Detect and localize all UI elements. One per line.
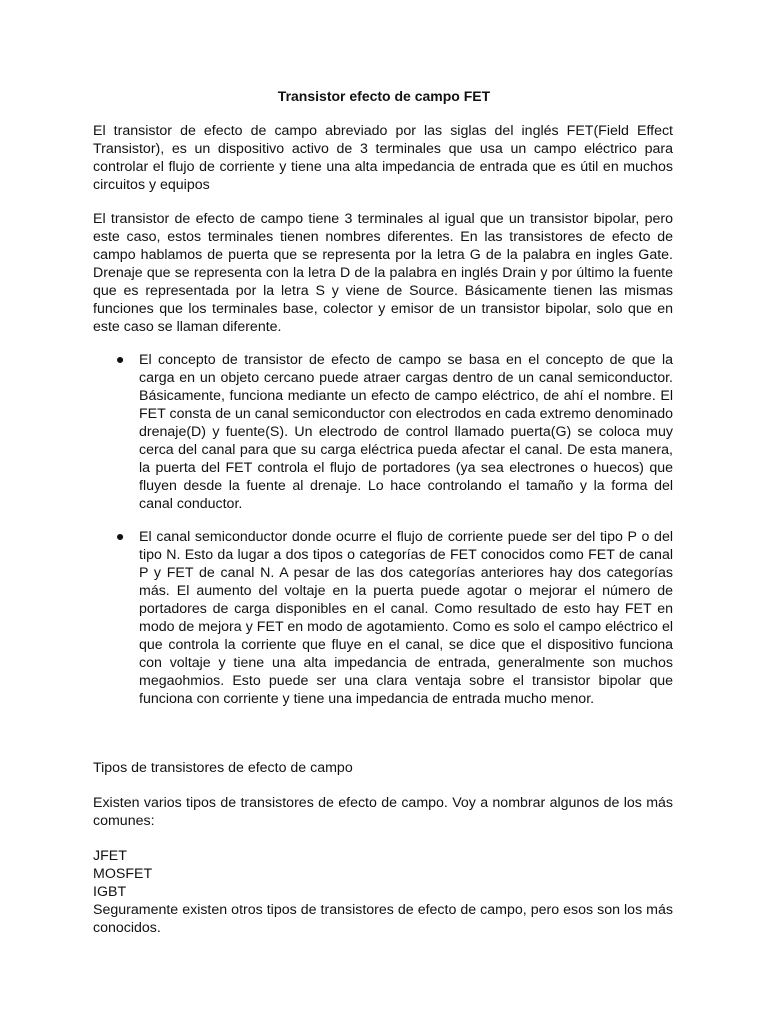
section-heading: Tipos de transistores de efecto de campo xyxy=(93,760,353,776)
list-item xyxy=(93,351,673,513)
bullet-icon: ● xyxy=(115,529,125,545)
list-item: MOSFET xyxy=(93,866,153,882)
document-title: Transistor efecto de campo FET xyxy=(277,88,491,104)
closing-paragraph: Seguramente existen otros tipos de transistores de efecto de campo, pero esos son los más conocidos. xyxy=(93,902,673,936)
section-intro: Existen varios tipos de transistores de efecto de campo. Voy a nombrar algunos de los más comunes: xyxy=(93,795,673,829)
bullet-text: El canal semiconductor donde ocurre el flujo de corriente puede ser del tipo P o del tipo N. Esto da lugar a dos tipos o categorías de FET conocidos como FET de canal P y FET de canal N. A pesar de las dos categorías anteriores hay dos categorías más. El aumento del voltaje en la puerta puede agotar o mejorar el número de portadores de carga disponibles en el canal. Como resultado de esto hay FET en modo de mejora y FET en modo de agotamiento. Como es solo el campo eléctrico el que controla la corriente que fluye en el canal, se dice que el dispositivo funciona con voltaje y tiene una alta impedancia de entrada, generalmente son muchos megaohmios. Esto puede ser una clara ventaja sobre el transistor bipolar que funciona con corriente y tiene una impedancia de entrada mucho menor. xyxy=(139,529,673,707)
intro-paragraph: El transistor de efecto de campo abreviado por las siglas del inglés FET(Field Effect Transistor), es un dispositivo activo de 3 terminales que usa un campo eléctrico para controlar el flujo de corriente y tiene una alta impedancia de entrada que es útil en muchos circuitos y equipos xyxy=(93,123,673,193)
fet-type-list xyxy=(93,847,673,901)
list-item: JFET xyxy=(93,848,127,864)
bullet-icon: ● xyxy=(115,352,125,368)
list-item: IGBT xyxy=(93,884,127,900)
bullet-text: El concepto de transistor de efecto de campo se basa en el concepto de que la carga en un objeto cercano puede atraer cargas dentro de un canal semiconductor. Básicamente, funciona mediante un efecto de campo eléctrico, de ahí el nombre. El FET consta de un canal semiconductor con electrodos en cada extremo denominado drenaje(D) y fuente(S). Un electrodo de control llamado puerta(G) se coloca muy cerca del canal para que su carga eléctrica pueda afectar el canal. De esta manera, la puerta del FET controla el flujo de portadores (ya sea electrones o huecos) que fluyen desde la fuente al drenaje. Lo hace controlando el tamaño y la forma del canal conductor. xyxy=(139,352,673,512)
list-item xyxy=(93,528,673,708)
bullet-list-concept xyxy=(93,351,673,513)
bullet-list-channel xyxy=(93,528,673,708)
terminals-paragraph: El transistor de efecto de campo tiene 3 terminales al igual que un transistor bipolar, pero este caso, estos terminales tienen nombres diferentes. En las transistores de efecto de campo hablamos de puerta que se representa por la letra G de la palabra en ingles Gate. Drenaje que se representa con la letra D de la palabra en inglés Drain y por último la fuente que es representada por la letra S y viene de Source. Básicamente tienen las mismas funciones que los terminales base, colector y emisor de un transistor bipolar, solo que en este caso se llaman diferente. xyxy=(93,211,673,335)
